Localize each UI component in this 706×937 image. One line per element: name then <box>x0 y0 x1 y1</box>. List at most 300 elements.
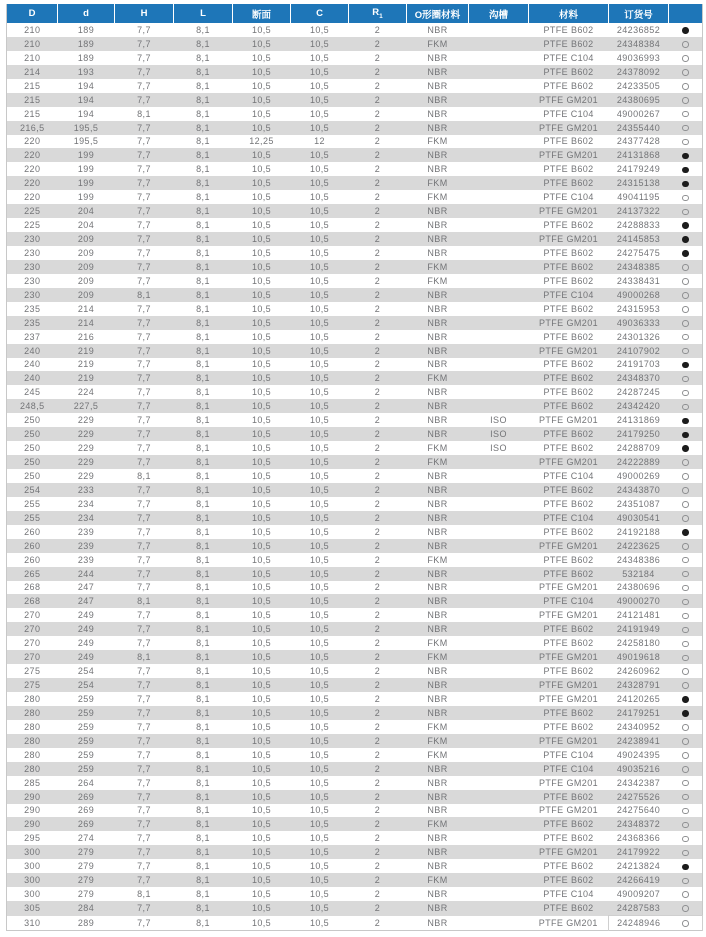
cell-c: 10,5 <box>291 204 349 218</box>
cell-groove <box>469 190 529 204</box>
cell-l: 8,1 <box>174 260 233 274</box>
table-row <box>7 817 703 831</box>
cell-groove <box>469 873 529 887</box>
cell-d: 194 <box>58 107 115 121</box>
cell-l: 8,1 <box>174 23 233 37</box>
cell-d: 279 <box>58 887 115 901</box>
table-row <box>7 218 703 232</box>
cell-groove <box>469 330 529 344</box>
cell-o-ring-material: NBR <box>407 594 469 608</box>
cell-r1: 2 <box>349 776 407 790</box>
cell-h: 7,7 <box>115 873 174 887</box>
cell-o-ring-material: FKM <box>407 734 469 748</box>
cell-order-number: 24222889 <box>609 455 669 469</box>
cell-order-number: 24338431 <box>609 274 669 288</box>
cell-d: 204 <box>58 218 115 232</box>
cell-groove <box>469 706 529 720</box>
cell-d: 250 <box>7 427 58 441</box>
cell-c: 10,5 <box>291 859 349 873</box>
cell-o-ring-material: NBR <box>407 511 469 525</box>
column-header-d: d <box>58 4 115 23</box>
cell-c: 10,5 <box>291 274 349 288</box>
cell-order-number: 24107902 <box>609 344 669 358</box>
cell-h: 7,7 <box>115 385 174 399</box>
cell-material: PTFE B602 <box>529 790 609 804</box>
cell-groove <box>469 302 529 316</box>
cell-r1: 2 <box>349 817 407 831</box>
cell-o-ring-material: NBR <box>407 79 469 93</box>
cell-h: 7,7 <box>115 413 174 427</box>
cell-l: 8,1 <box>174 762 233 776</box>
cell-o-ring-material: NBR <box>407 901 469 915</box>
cell-groove <box>469 831 529 845</box>
cell-d: 204 <box>58 204 115 218</box>
cell-d: 216 <box>58 330 115 344</box>
cell-h: 7,7 <box>115 720 174 734</box>
cell-d: 295 <box>7 831 58 845</box>
cell-h: 7,7 <box>115 859 174 873</box>
cell-l: 8,1 <box>174 427 233 441</box>
cell-o-ring-material: NBR <box>407 204 469 218</box>
cell-h: 8,1 <box>115 107 174 121</box>
cell-c: 10,5 <box>291 901 349 915</box>
table-row <box>7 692 703 706</box>
availability-cell <box>669 65 703 79</box>
cell-c: 10,5 <box>291 413 349 427</box>
cell-d: 199 <box>58 148 115 162</box>
cell-material: PTFE GM201 <box>529 650 609 664</box>
cell-o-ring-material: FKM <box>407 553 469 567</box>
cell-groove <box>469 762 529 776</box>
empty-dot-icon <box>682 585 689 592</box>
cell-groove <box>469 469 529 483</box>
filled-dot-icon <box>682 181 689 188</box>
cell-l: 8,1 <box>174 121 233 135</box>
cell-l: 8,1 <box>174 650 233 664</box>
table-row <box>7 804 703 818</box>
table-row <box>7 148 703 162</box>
availability-cell <box>669 246 703 260</box>
empty-dot-icon <box>682 682 689 689</box>
cell-c: 10,5 <box>291 79 349 93</box>
cell-groove <box>469 776 529 790</box>
cell-groove: ISO <box>469 427 529 441</box>
cell-l: 8,1 <box>174 469 233 483</box>
cell-d: 235 <box>7 302 58 316</box>
cell-c: 10,5 <box>291 37 349 51</box>
cell-d: 300 <box>7 873 58 887</box>
cell-cross-section: 10,5 <box>233 678 291 692</box>
cell-cross-section: 10,5 <box>233 804 291 818</box>
cell-d: 189 <box>58 51 115 65</box>
cell-o-ring-material: NBR <box>407 65 469 79</box>
empty-dot-icon <box>682 390 689 397</box>
cell-r1: 2 <box>349 344 407 358</box>
cell-c: 10,5 <box>291 831 349 845</box>
cell-d: 214 <box>58 316 115 330</box>
cell-groove <box>469 553 529 567</box>
cell-c: 10,5 <box>291 316 349 330</box>
cell-d: 279 <box>58 873 115 887</box>
table-row <box>7 734 703 748</box>
cell-o-ring-material: NBR <box>407 831 469 845</box>
cell-h: 7,7 <box>115 678 174 692</box>
cell-material: PTFE B602 <box>529 176 609 190</box>
cell-h: 7,7 <box>115 483 174 497</box>
cell-groove <box>469 636 529 650</box>
cell-d: 250 <box>7 455 58 469</box>
cell-d: 230 <box>7 274 58 288</box>
cell-r1: 2 <box>349 581 407 595</box>
availability-cell <box>669 413 703 427</box>
cell-order-number: 49035216 <box>609 762 669 776</box>
cell-groove <box>469 246 529 260</box>
cell-d: 275 <box>7 664 58 678</box>
table-row <box>7 678 703 692</box>
empty-dot-icon <box>682 41 689 48</box>
cell-c: 10,5 <box>291 330 349 344</box>
cell-groove: ISO <box>469 441 529 455</box>
empty-dot-icon <box>682 641 689 648</box>
cell-d: 300 <box>7 859 58 873</box>
cell-c: 10,5 <box>291 678 349 692</box>
cell-groove <box>469 594 529 608</box>
cell-h: 7,7 <box>115 37 174 51</box>
cell-d: 289 <box>58 916 115 931</box>
cell-d: 215 <box>7 79 58 93</box>
cell-order-number: 24377428 <box>609 135 669 149</box>
availability-cell <box>669 553 703 567</box>
empty-dot-icon <box>682 655 689 662</box>
cell-h: 7,7 <box>115 622 174 636</box>
cell-l: 8,1 <box>174 859 233 873</box>
filled-dot-icon <box>682 153 689 160</box>
cell-order-number: 24348370 <box>609 371 669 385</box>
cell-l: 8,1 <box>174 804 233 818</box>
cell-d: 229 <box>58 455 115 469</box>
cell-h: 8,1 <box>115 594 174 608</box>
cell-r1: 2 <box>349 427 407 441</box>
table-row <box>7 622 703 636</box>
cell-c: 10,5 <box>291 497 349 511</box>
cell-c: 10,5 <box>291 441 349 455</box>
cell-groove <box>469 539 529 553</box>
cell-h: 7,7 <box>115 441 174 455</box>
cell-material: PTFE B602 <box>529 37 609 51</box>
cell-material: PTFE GM201 <box>529 344 609 358</box>
cell-material: PTFE C104 <box>529 288 609 302</box>
cell-c: 10,5 <box>291 260 349 274</box>
cell-r1: 2 <box>349 887 407 901</box>
cell-groove <box>469 23 529 37</box>
cell-h: 7,7 <box>115 218 174 232</box>
availability-cell <box>669 469 703 483</box>
table-row <box>7 636 703 650</box>
table-row <box>7 762 703 776</box>
cell-h: 7,7 <box>115 330 174 344</box>
empty-dot-icon <box>682 125 689 132</box>
cell-l: 8,1 <box>174 873 233 887</box>
table-body <box>7 23 703 930</box>
cell-l: 8,1 <box>174 901 233 915</box>
cell-l: 8,1 <box>174 678 233 692</box>
cell-c: 10,5 <box>291 720 349 734</box>
cell-d: 209 <box>58 232 115 246</box>
empty-dot-icon <box>682 348 689 355</box>
empty-dot-icon <box>682 627 689 634</box>
cell-o-ring-material: NBR <box>407 232 469 246</box>
availability-cell <box>669 218 703 232</box>
cell-groove <box>469 274 529 288</box>
table-row <box>7 246 703 260</box>
cell-order-number: 49000270 <box>609 594 669 608</box>
cell-d: 215 <box>7 93 58 107</box>
cell-r1: 2 <box>349 135 407 149</box>
cell-d: 210 <box>7 37 58 51</box>
cell-d: 250 <box>7 441 58 455</box>
cell-order-number: 24378092 <box>609 65 669 79</box>
availability-cell <box>669 274 703 288</box>
table-row <box>7 413 703 427</box>
column-header-h: H <box>115 4 174 23</box>
availability-cell <box>669 483 703 497</box>
cell-l: 8,1 <box>174 664 233 678</box>
cell-h: 7,7 <box>115 162 174 176</box>
availability-cell <box>669 427 703 441</box>
cell-o-ring-material: NBR <box>407 413 469 427</box>
cell-material: PTFE GM201 <box>529 845 609 859</box>
cell-order-number: 49030541 <box>609 511 669 525</box>
cell-r1: 2 <box>349 594 407 608</box>
empty-dot-icon <box>682 376 689 383</box>
empty-dot-icon <box>682 334 689 341</box>
cell-cross-section: 10,5 <box>233 218 291 232</box>
table-row <box>7 330 703 344</box>
cell-l: 8,1 <box>174 190 233 204</box>
cell-r1: 2 <box>349 790 407 804</box>
availability-cell <box>669 734 703 748</box>
cell-d: 260 <box>7 525 58 539</box>
cell-order-number: 24236852 <box>609 23 669 37</box>
cell-c: 10,5 <box>291 692 349 706</box>
availability-cell <box>669 804 703 818</box>
cell-r1: 2 <box>349 413 407 427</box>
cell-groove <box>469 748 529 762</box>
cell-cross-section: 10,5 <box>233 887 291 901</box>
cell-order-number: 49000267 <box>609 107 669 121</box>
availability-cell <box>669 636 703 650</box>
table-row <box>7 162 703 176</box>
cell-d: 285 <box>7 776 58 790</box>
availability-cell <box>669 720 703 734</box>
cell-material: PTFE B602 <box>529 636 609 650</box>
cell-order-number: 24288709 <box>609 441 669 455</box>
cell-cross-section: 10,5 <box>233 148 291 162</box>
cell-d: 219 <box>58 344 115 358</box>
cell-material: PTFE C104 <box>529 594 609 608</box>
availability-cell <box>669 302 703 316</box>
cell-r1: 2 <box>349 483 407 497</box>
cell-o-ring-material: NBR <box>407 316 469 330</box>
cell-d: 230 <box>7 288 58 302</box>
cell-l: 8,1 <box>174 413 233 427</box>
table-row <box>7 539 703 553</box>
table-row <box>7 776 703 790</box>
cell-material: PTFE B602 <box>529 483 609 497</box>
cell-material: PTFE B602 <box>529 358 609 372</box>
table-row <box>7 567 703 581</box>
cell-cross-section: 10,5 <box>233 817 291 831</box>
cell-r1: 2 <box>349 441 407 455</box>
cell-r1: 2 <box>349 93 407 107</box>
cell-o-ring-material: FKM <box>407 260 469 274</box>
cell-cross-section: 10,5 <box>233 567 291 581</box>
cell-l: 8,1 <box>174 692 233 706</box>
cell-order-number: 49036993 <box>609 51 669 65</box>
availability-cell <box>669 567 703 581</box>
cell-c: 10,5 <box>291 776 349 790</box>
cell-d: 239 <box>58 539 115 553</box>
cell-d: 259 <box>58 748 115 762</box>
cell-d: 230 <box>7 232 58 246</box>
cell-groove <box>469 511 529 525</box>
cell-r1: 2 <box>349 525 407 539</box>
cell-order-number: 49041195 <box>609 190 669 204</box>
empty-dot-icon <box>682 459 689 466</box>
cell-r1: 2 <box>349 762 407 776</box>
availability-cell <box>669 79 703 93</box>
cell-d: 280 <box>7 720 58 734</box>
cell-l: 8,1 <box>174 748 233 762</box>
cell-c: 10,5 <box>291 804 349 818</box>
table-row <box>7 845 703 859</box>
cell-r1: 2 <box>349 706 407 720</box>
cell-l: 8,1 <box>174 246 233 260</box>
cell-groove <box>469 107 529 121</box>
cell-cross-section: 10,5 <box>233 845 291 859</box>
cell-order-number: 49024395 <box>609 748 669 762</box>
cell-l: 8,1 <box>174 344 233 358</box>
cell-o-ring-material: NBR <box>407 916 469 931</box>
cell-material: PTFE B602 <box>529 901 609 915</box>
cell-d: 234 <box>58 497 115 511</box>
availability-cell <box>669 790 703 804</box>
cell-h: 7,7 <box>115 804 174 818</box>
cell-d: 194 <box>58 79 115 93</box>
table-row <box>7 358 703 372</box>
cell-groove <box>469 497 529 511</box>
cell-h: 7,7 <box>115 831 174 845</box>
empty-dot-icon <box>682 139 689 146</box>
column-header-groove: 沟槽 <box>469 4 529 23</box>
cell-h: 7,7 <box>115 427 174 441</box>
cell-cross-section: 10,5 <box>233 51 291 65</box>
cell-d: 247 <box>58 581 115 595</box>
cell-cross-section: 10,5 <box>233 65 291 79</box>
cell-h: 7,7 <box>115 344 174 358</box>
cell-o-ring-material: FKM <box>407 37 469 51</box>
cell-l: 8,1 <box>174 37 233 51</box>
cell-r1: 2 <box>349 302 407 316</box>
cell-h: 7,7 <box>115 148 174 162</box>
empty-dot-icon <box>682 97 689 104</box>
cell-material: PTFE B602 <box>529 706 609 720</box>
cell-h: 7,7 <box>115 748 174 762</box>
empty-dot-icon <box>682 515 689 522</box>
cell-groove <box>469 678 529 692</box>
cell-order-number: 24380696 <box>609 581 669 595</box>
cell-cross-section: 10,5 <box>233 581 291 595</box>
table-row <box>7 901 703 915</box>
cell-d: 269 <box>58 804 115 818</box>
cell-groove <box>469 65 529 79</box>
empty-dot-icon <box>682 780 689 787</box>
column-header-availability <box>669 4 703 23</box>
availability-cell <box>669 121 703 135</box>
cell-o-ring-material: NBR <box>407 399 469 413</box>
cell-cross-section: 10,5 <box>233 121 291 135</box>
cell-d: 300 <box>7 845 58 859</box>
cell-cross-section: 10,5 <box>233 525 291 539</box>
cell-h: 7,7 <box>115 135 174 149</box>
cell-c: 10,5 <box>291 302 349 316</box>
cell-order-number: 49036333 <box>609 316 669 330</box>
cell-l: 8,1 <box>174 330 233 344</box>
cell-l: 8,1 <box>174 720 233 734</box>
cell-order-number: 24179249 <box>609 162 669 176</box>
cell-cross-section: 10,5 <box>233 371 291 385</box>
availability-cell <box>669 539 703 553</box>
cell-d: 199 <box>58 176 115 190</box>
cell-d: 239 <box>58 525 115 539</box>
cell-r1: 2 <box>349 399 407 413</box>
cell-groove <box>469 455 529 469</box>
cell-groove <box>469 204 529 218</box>
cell-r1: 2 <box>349 901 407 915</box>
cell-order-number: 24137322 <box>609 204 669 218</box>
cell-o-ring-material: NBR <box>407 622 469 636</box>
cell-r1: 2 <box>349 622 407 636</box>
cell-order-number: 24343870 <box>609 483 669 497</box>
availability-cell <box>669 916 703 931</box>
cell-cross-section: 10,5 <box>233 901 291 915</box>
table-row <box>7 37 703 51</box>
cell-cross-section: 10,5 <box>233 469 291 483</box>
cell-l: 8,1 <box>174 176 233 190</box>
cell-c: 10,5 <box>291 483 349 497</box>
cell-l: 8,1 <box>174 107 233 121</box>
cell-c: 10,5 <box>291 706 349 720</box>
cell-groove <box>469 622 529 636</box>
table-row <box>7 274 703 288</box>
cell-groove <box>469 901 529 915</box>
cell-h: 7,7 <box>115 817 174 831</box>
cell-material: PTFE B602 <box>529 831 609 845</box>
cell-h: 7,7 <box>115 692 174 706</box>
cell-c: 10,5 <box>291 790 349 804</box>
table-row <box>7 455 703 469</box>
cell-c: 10,5 <box>291 344 349 358</box>
cell-material: PTFE GM201 <box>529 232 609 246</box>
cell-o-ring-material: NBR <box>407 804 469 818</box>
availability-cell <box>669 316 703 330</box>
cell-groove <box>469 567 529 581</box>
cell-material: PTFE GM201 <box>529 455 609 469</box>
cell-c: 10,5 <box>291 734 349 748</box>
table-row <box>7 232 703 246</box>
cell-groove <box>469 135 529 149</box>
cell-o-ring-material: NBR <box>407 427 469 441</box>
